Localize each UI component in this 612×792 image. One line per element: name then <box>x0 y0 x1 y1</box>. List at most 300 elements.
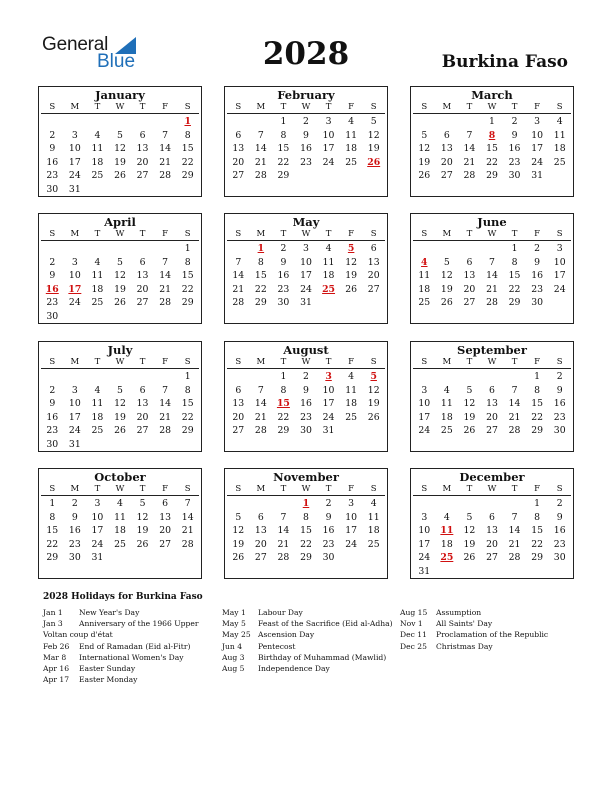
day-cell: 4 <box>117 498 123 509</box>
empty-cell <box>503 370 526 384</box>
day-cell: 15 <box>531 525 544 537</box>
day-cell: 21 <box>254 156 267 168</box>
day-cell: 14 <box>508 525 521 537</box>
day-cell: 25 <box>91 170 104 182</box>
day-cell: 4 <box>348 371 355 382</box>
day-cell: 30 <box>46 183 59 195</box>
day-cell: 6 <box>235 129 242 141</box>
day-cell: 31 <box>418 565 431 577</box>
day-cell: 16 <box>531 270 544 282</box>
day-cell: 22 <box>181 411 194 423</box>
empty-cell <box>64 242 87 256</box>
day-cell: 29 <box>531 552 544 564</box>
holiday-day-cell: 3 <box>325 371 332 382</box>
day-cell: 8 <box>303 511 309 523</box>
logo-text-blue: Blue <box>97 51 136 72</box>
day-cell: 7 <box>257 129 264 141</box>
holiday-entry <box>222 629 393 640</box>
holiday-name: Labour Day <box>258 608 303 617</box>
day-cell: 20 <box>136 156 149 168</box>
weekday-header: S <box>49 484 56 494</box>
day-cell: 23 <box>553 538 566 550</box>
day-cell: 4 <box>556 116 563 127</box>
empty-cell <box>86 115 109 129</box>
holiday-name: International Women's Day <box>79 652 184 662</box>
day-cell: 27 <box>232 170 245 182</box>
day-cell: 18 <box>418 283 431 295</box>
day-cell: 18 <box>440 411 453 423</box>
weekday-header: S <box>184 484 191 494</box>
day-cell: 19 <box>136 525 149 537</box>
day-cell: 26 <box>418 170 431 182</box>
day-cell: 16 <box>553 525 566 537</box>
day-cell: 27 <box>486 425 498 437</box>
day-cell: 19 <box>114 156 126 168</box>
holiday-day-cell: 15 <box>276 398 290 410</box>
holiday-name: End of Ramadan (Eid al-Fitr) <box>79 641 191 651</box>
day-cell: 30 <box>553 425 566 437</box>
day-cell: 9 <box>49 143 56 155</box>
day-cell: 24 <box>68 425 81 437</box>
day-cell: 12 <box>136 511 149 523</box>
day-cell: 29 <box>181 297 194 309</box>
day-cell: 7 <box>280 511 287 523</box>
day-cell: 28 <box>254 425 267 437</box>
weekday-header: F <box>162 229 169 239</box>
weekday-header-row <box>227 229 385 241</box>
weekday-header: S <box>235 357 242 367</box>
holiday-entry <box>43 618 199 629</box>
day-grid <box>413 497 571 579</box>
holiday-entry <box>43 629 199 640</box>
day-cell: 4 <box>94 256 101 268</box>
day-cell: 6 <box>257 511 264 523</box>
empty-cell <box>227 115 250 129</box>
day-cell: 27 <box>159 538 172 550</box>
day-cell: 10 <box>68 398 81 410</box>
empty-cell <box>481 242 504 256</box>
day-cell: 12 <box>114 270 126 282</box>
day-cell: 13 <box>136 398 149 410</box>
day-cell: 6 <box>489 511 495 523</box>
empty-cell <box>131 115 154 129</box>
empty-cell <box>458 115 481 129</box>
day-cell: 20 <box>159 525 172 537</box>
day-cell: 16 <box>277 270 290 282</box>
day-cell: 31 <box>531 170 544 182</box>
day-cell: 18 <box>91 283 104 295</box>
weekday-header-row <box>227 102 385 114</box>
day-cell: 24 <box>418 425 431 437</box>
holiday-name: All Saints' Day <box>436 619 493 629</box>
day-cell: 21 <box>159 283 172 295</box>
weekday-header: F <box>162 102 169 112</box>
day-cell: 6 <box>370 243 377 254</box>
day-cell: 2 <box>49 384 56 396</box>
day-cell: 15 <box>46 525 59 537</box>
holiday-date: May 25 <box>222 630 251 640</box>
month-january <box>38 86 202 197</box>
day-cell: 20 <box>463 283 476 295</box>
day-cell: 30 <box>508 170 521 182</box>
day-cell: 16 <box>300 143 312 155</box>
day-cell: 23 <box>300 156 312 168</box>
empty-cell <box>109 370 132 384</box>
empty-cell <box>131 370 154 384</box>
weekday-header: S <box>370 102 377 112</box>
day-cell: 8 <box>257 256 264 268</box>
empty-cell <box>41 370 64 384</box>
day-cell: 19 <box>114 411 126 423</box>
day-cell: 29 <box>277 170 290 182</box>
day-cell: 23 <box>531 283 544 295</box>
day-cell: 6 <box>139 129 146 141</box>
day-cell: 12 <box>367 129 380 141</box>
day-cell: 17 <box>345 525 358 537</box>
day-cell: 5 <box>421 129 428 141</box>
holiday-entry <box>222 607 393 618</box>
weekday-header: T <box>139 102 146 112</box>
day-cell: 20 <box>486 411 498 423</box>
day-cell: 19 <box>114 283 126 295</box>
month-march <box>410 86 574 197</box>
day-cell: 16 <box>508 143 521 155</box>
day-cell: 24 <box>322 156 335 168</box>
month-name: March <box>471 88 513 102</box>
day-grid <box>227 497 385 565</box>
holiday-entry <box>222 641 393 652</box>
day-cell: 10 <box>418 525 431 537</box>
day-cell: 7 <box>162 384 169 396</box>
day-cell: 15 <box>508 270 521 282</box>
day-cell: 17 <box>300 270 312 282</box>
empty-cell <box>250 370 273 384</box>
day-cell: 9 <box>511 129 518 141</box>
day-cell: 13 <box>486 525 498 537</box>
day-cell: 12 <box>463 525 476 537</box>
weekday-header: T <box>139 229 146 239</box>
empty-cell <box>41 115 64 129</box>
weekday-header: T <box>466 102 473 112</box>
weekday-header: S <box>49 229 56 239</box>
holiday-day-cell: 25 <box>440 552 454 564</box>
day-cell: 18 <box>345 398 358 410</box>
day-cell: 15 <box>300 525 312 537</box>
day-cell: 13 <box>232 398 245 410</box>
weekday-header: S <box>370 484 377 494</box>
day-cell: 9 <box>556 511 563 523</box>
day-cell: 22 <box>508 283 521 295</box>
day-cell: 3 <box>71 384 78 396</box>
day-cell: 7 <box>257 384 264 396</box>
day-cell: 29 <box>486 170 498 182</box>
day-cell: 6 <box>489 384 495 396</box>
day-cell: 31 <box>68 183 81 195</box>
day-cell: 29 <box>277 425 290 437</box>
day-cell: 1 <box>184 243 191 254</box>
day-cell: 12 <box>463 398 476 410</box>
day-cell: 1 <box>489 116 495 127</box>
empty-cell <box>250 115 273 129</box>
day-cell: 17 <box>68 156 81 168</box>
day-cell: 2 <box>556 371 563 382</box>
empty-cell <box>227 370 250 384</box>
weekday-header: F <box>348 484 355 494</box>
day-cell: 15 <box>181 398 194 410</box>
day-cell: 23 <box>46 297 59 309</box>
day-cell: 12 <box>114 398 126 410</box>
day-cell: 24 <box>91 538 104 550</box>
empty-cell <box>436 115 459 129</box>
day-cell: 9 <box>280 256 287 268</box>
day-cell: 27 <box>254 552 267 564</box>
month-name: September <box>457 343 527 357</box>
day-cell: 14 <box>508 398 521 410</box>
empty-cell <box>41 242 64 256</box>
weekday-header: W <box>115 229 125 239</box>
day-cell: 16 <box>300 398 312 410</box>
weekday-header: T <box>325 102 332 112</box>
weekday-header: T <box>280 484 287 494</box>
day-cell: 27 <box>367 283 380 295</box>
holiday-date: Aug 3 <box>222 652 245 662</box>
weekday-header: F <box>348 357 355 367</box>
day-cell: 23 <box>68 538 81 550</box>
holiday-entry <box>222 618 393 629</box>
weekday-header-row <box>413 357 571 369</box>
day-cell: 11 <box>91 143 104 155</box>
calendar-year: 2028 <box>262 36 350 72</box>
day-cell: 23 <box>46 170 59 182</box>
day-cell: 22 <box>300 538 312 550</box>
day-cell: 25 <box>367 538 380 550</box>
weekday-header: S <box>184 229 191 239</box>
month-february <box>224 86 388 197</box>
weekday-header: F <box>534 357 541 367</box>
day-cell: 7 <box>466 129 473 141</box>
holiday-day-cell: 11 <box>440 525 454 537</box>
day-cell: 7 <box>511 511 518 523</box>
day-cell: 16 <box>68 525 81 537</box>
weekday-header: T <box>511 102 518 112</box>
day-cell: 20 <box>136 411 149 423</box>
day-cell: 17 <box>322 398 335 410</box>
day-cell: 11 <box>367 511 380 523</box>
day-cell: 12 <box>232 525 245 537</box>
day-cell: 8 <box>184 129 191 141</box>
weekday-header: M <box>256 357 266 367</box>
day-cell: 17 <box>553 270 566 282</box>
day-cell: 21 <box>181 525 194 537</box>
holidays-column <box>400 607 548 652</box>
day-cell: 8 <box>280 129 287 141</box>
weekday-header: T <box>139 484 146 494</box>
holiday-entry <box>43 641 199 652</box>
holiday-name: Voltan coup d'état <box>43 630 113 640</box>
day-cell: 26 <box>136 538 149 550</box>
day-cell: 3 <box>348 498 355 509</box>
weekday-header: M <box>256 229 266 239</box>
day-cell: 9 <box>303 384 309 396</box>
day-cell: 14 <box>277 525 290 537</box>
holiday-day-cell: 5 <box>347 243 355 254</box>
day-cell: 12 <box>440 270 453 282</box>
day-cell: 26 <box>440 297 453 309</box>
day-cell: 7 <box>162 256 169 268</box>
day-cell: 21 <box>463 156 476 168</box>
weekday-header: S <box>235 102 242 112</box>
day-cell: 10 <box>322 129 335 141</box>
day-cell: 17 <box>418 538 431 550</box>
day-cell: 4 <box>443 511 450 523</box>
country-name: Burkina Faso <box>441 52 568 72</box>
holiday-entry <box>222 663 393 674</box>
day-cell: 25 <box>345 411 358 423</box>
empty-cell <box>436 370 459 384</box>
weekday-header: S <box>556 229 563 239</box>
day-cell: 27 <box>486 552 498 564</box>
holiday-name: Christmas Day <box>436 641 493 651</box>
day-cell: 1 <box>511 243 518 254</box>
holiday-entry <box>43 652 199 663</box>
day-cell: 15 <box>486 143 498 155</box>
day-cell: 13 <box>159 511 172 523</box>
day-cell: 3 <box>71 129 78 141</box>
day-cell: 19 <box>232 538 245 550</box>
empty-cell <box>154 370 177 384</box>
day-cell: 28 <box>232 297 245 309</box>
day-cell: 14 <box>254 398 267 410</box>
weekday-header: T <box>94 229 101 239</box>
weekday-header: M <box>70 229 80 239</box>
empty-cell <box>131 242 154 256</box>
day-cell: 30 <box>277 297 290 309</box>
holiday-entry <box>222 652 393 663</box>
day-cell: 5 <box>117 129 123 141</box>
weekday-header: S <box>370 229 377 239</box>
holiday-name: Independence Day <box>258 663 330 673</box>
day-cell: 13 <box>486 398 498 410</box>
weekday-header: M <box>256 484 266 494</box>
day-cell: 28 <box>159 170 172 182</box>
holidays-column <box>43 607 199 685</box>
day-cell: 27 <box>232 425 245 437</box>
day-cell: 6 <box>139 256 146 268</box>
day-cell: 24 <box>553 283 566 295</box>
day-cell: 9 <box>534 256 541 268</box>
holiday-day-cell: 5 <box>370 371 377 382</box>
day-cell: 14 <box>232 270 245 282</box>
day-cell: 22 <box>486 156 498 168</box>
day-cell: 4 <box>348 116 355 127</box>
weekday-header: S <box>184 102 191 112</box>
day-cell: 22 <box>46 538 59 550</box>
day-cell: 19 <box>367 398 380 410</box>
empty-cell <box>503 497 526 511</box>
weekday-header-row <box>41 229 199 241</box>
empty-cell <box>413 370 436 384</box>
day-cell: 7 <box>489 256 495 268</box>
day-cell: 7 <box>511 384 518 396</box>
day-cell: 29 <box>181 425 194 437</box>
day-cell: 26 <box>367 411 380 423</box>
weekday-header: T <box>511 229 518 239</box>
month-october <box>38 468 202 579</box>
holiday-day-cell: 1 <box>302 498 310 509</box>
day-cell: 27 <box>440 170 453 182</box>
holiday-day-cell: 1 <box>184 116 191 127</box>
day-cell: 28 <box>486 297 498 309</box>
day-cell: 14 <box>159 398 172 410</box>
empty-cell <box>64 370 87 384</box>
day-cell: 4 <box>325 243 332 254</box>
day-cell: 24 <box>531 156 544 168</box>
day-cell: 18 <box>91 411 104 423</box>
day-cell: 15 <box>181 143 194 155</box>
empty-cell <box>436 242 459 256</box>
weekday-header: W <box>115 484 125 494</box>
weekday-header: S <box>556 484 563 494</box>
day-cell: 13 <box>232 143 245 155</box>
day-cell: 13 <box>463 270 476 282</box>
day-cell: 28 <box>254 170 267 182</box>
day-cell: 14 <box>159 143 172 155</box>
weekday-header: W <box>487 484 497 494</box>
day-cell: 18 <box>553 143 566 155</box>
day-cell: 28 <box>277 552 290 564</box>
empty-cell <box>154 115 177 129</box>
day-cell: 2 <box>511 116 518 127</box>
day-cell: 8 <box>534 511 541 523</box>
month-december <box>410 468 574 579</box>
day-cell: 19 <box>418 156 431 168</box>
day-cell: 6 <box>443 129 450 141</box>
weekday-header-row <box>413 484 571 496</box>
day-cell: 10 <box>91 511 104 523</box>
weekday-header-row <box>413 229 571 241</box>
day-cell: 14 <box>254 143 267 155</box>
day-cell: 23 <box>553 411 566 423</box>
day-cell: 23 <box>508 156 521 168</box>
day-cell: 24 <box>300 283 312 295</box>
holiday-day-cell: 17 <box>68 283 82 295</box>
day-cell: 28 <box>463 170 476 182</box>
day-cell: 12 <box>345 256 358 268</box>
day-cell: 18 <box>440 538 453 550</box>
holiday-day-cell: 16 <box>45 283 59 295</box>
weekday-header: S <box>421 484 428 494</box>
weekday-header: F <box>162 484 169 494</box>
day-cell: 21 <box>159 411 172 423</box>
weekday-header: W <box>301 229 311 239</box>
day-cell: 26 <box>114 297 126 309</box>
day-cell: 25 <box>418 297 431 309</box>
day-cell: 15 <box>277 143 290 155</box>
logo-text-general: General <box>42 34 109 55</box>
weekday-header: T <box>280 102 287 112</box>
weekday-header: T <box>94 102 101 112</box>
day-cell: 13 <box>367 256 380 268</box>
holiday-name: Birthday of Muhammad (Mawlid) <box>258 652 387 662</box>
month-may <box>224 213 388 324</box>
weekday-header: T <box>511 484 518 494</box>
day-cell: 4 <box>94 384 101 396</box>
day-cell: 5 <box>235 511 242 523</box>
weekday-header: W <box>301 102 311 112</box>
holidays-column <box>222 607 393 674</box>
holiday-date: May 5 <box>222 619 246 629</box>
day-cell: 11 <box>91 270 104 282</box>
